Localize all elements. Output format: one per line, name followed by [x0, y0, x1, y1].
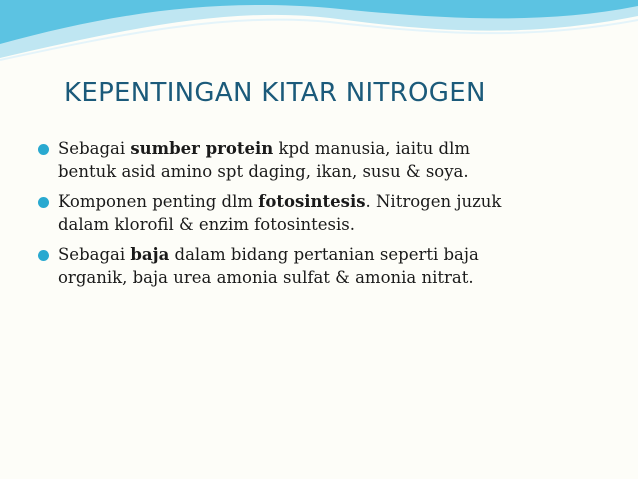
bold-term: sumber protein: [130, 139, 274, 158]
text-segment: dalam klorofil & enzim fotosintesis.: [58, 214, 355, 234]
bullet-dot-icon: [38, 197, 49, 208]
bullet-line: [58, 267, 616, 290]
bullet-line: [58, 244, 616, 267]
text-segment: Sebagai: [58, 245, 131, 264]
text-segment: Komponen penting dlm: [58, 192, 259, 211]
text-segment: organik, baja urea amonia sulfat & amonia nitrat.: [58, 267, 474, 287]
bullet-item: [36, 244, 616, 289]
header-wave-decoration: [0, 0, 638, 90]
slide-title: KEPENTINGAN KITAR NITROGEN: [64, 78, 486, 108]
text-segment: bentuk asid amino spt daging, ikan, susu & soya.: [58, 161, 469, 181]
text-segment: Sebagai: [58, 139, 131, 158]
text-segment: . Nitrogen juzuk: [365, 192, 502, 211]
bold-term: baja: [130, 245, 170, 264]
bullet-line: [58, 161, 616, 184]
bullet-line: [58, 138, 616, 161]
bullet-line: [58, 214, 616, 237]
text-segment: kpd manusia, iaitu dlm: [273, 139, 471, 158]
bullet-dot-icon: [38, 144, 49, 155]
bullet-item: [36, 138, 616, 183]
text-segment: dalam bidang pertanian seperti baja: [169, 245, 479, 264]
bullet-item: [36, 191, 616, 236]
bullet-line: [58, 191, 616, 214]
bold-term: fotosintesis: [258, 192, 366, 211]
bullet-list: [36, 138, 616, 297]
bullet-dot-icon: [38, 250, 49, 261]
